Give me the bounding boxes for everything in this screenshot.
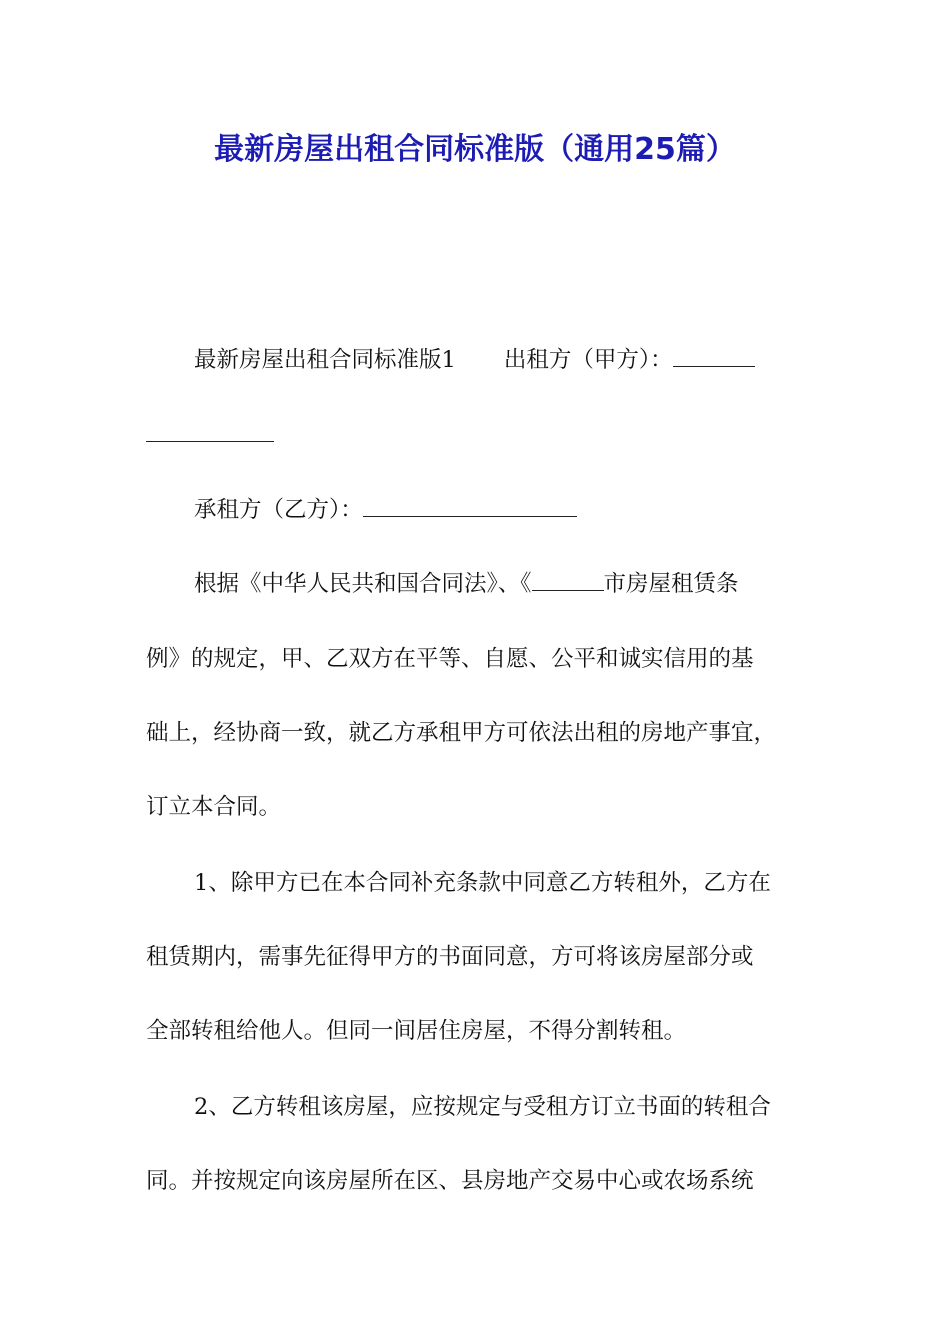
- clause-2-line-1: 2、乙方转租该房屋，应按规定与受租方订立书面的转租合: [194, 1094, 771, 1120]
- paragraph-intro-line: [194, 335, 755, 385]
- basis-text-a: 根据《中华人民共和国合同法》、《: [194, 571, 532, 597]
- lessor-blank-continuation[interactable]: [146, 415, 274, 442]
- document-title: 最新房屋出租合同标准版（通用25篇）: [214, 132, 736, 167]
- lessee-line: [194, 485, 577, 535]
- paragraph-basis-line-1: [194, 559, 739, 609]
- lessor-blank[interactable]: [673, 340, 755, 367]
- lessee-blank[interactable]: [363, 490, 577, 517]
- lessor-label: 出租方（甲方）：: [503, 347, 673, 373]
- clause-1-line-2: 租赁期内，需事先征得甲方的书面同意，方可将该房屋部分或: [146, 944, 754, 970]
- clause-2-line-2: 同。并按规定向该房屋所在区、县房地产交易中心或农场系统: [146, 1168, 754, 1194]
- basis-text-b: 市房屋租赁条: [603, 571, 739, 597]
- clause-1-line-1: 1、除甲方已在本合同补充条款中同意乙方转租外，乙方在: [194, 870, 771, 896]
- clause-1-line-3: 全部转租给他人。但同一间居住房屋，不得分割转租。: [146, 1018, 687, 1044]
- city-blank[interactable]: [532, 564, 604, 591]
- contract-heading: 最新房屋出租合同标准版1: [194, 347, 456, 373]
- lessee-label: 承租方（乙方）：: [194, 497, 363, 523]
- paragraph-basis-line-2: 例》的规定，甲、乙双方在平等、自愿、公平和诚实信用的基: [146, 646, 754, 672]
- paragraph-basis-line-3: 础上，经协商一致，就乙方承租甲方可依法出租的房地产事宜，: [146, 720, 777, 746]
- paragraph-basis-line-4: 订立本合同。: [146, 794, 282, 820]
- lessor-blank-continuation-line: [146, 410, 274, 460]
